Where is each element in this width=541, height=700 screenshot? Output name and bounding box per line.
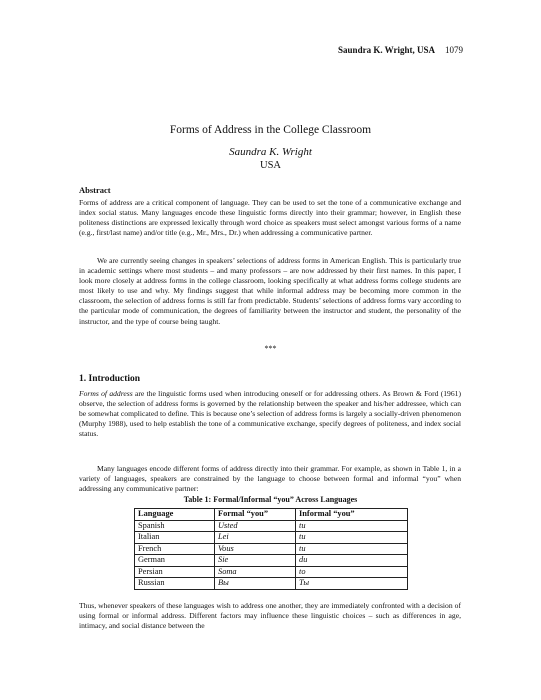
abstract-paragraph-1: Forms of address are a critical component of language. They can be used to set the tone of a communicative exchange and index social status. Many languages encode these linguistic forms directly into their grammar; however, in English these politeness distinctions are expressed lexically through word choice as speakers must select amongst various forms of a name (e.g., first/last name) and/or title (e.g., Mr., Mrs., Dr.) when addressing a communicative partner. xyxy=(79,198,461,238)
abstract-heading: Abstract xyxy=(79,185,111,195)
table-row xyxy=(135,578,408,590)
table-cell-language: French xyxy=(135,543,215,555)
table-cell-language: Spanish xyxy=(135,520,215,532)
table-cell-informal: Ты xyxy=(296,578,408,590)
table-cell-informal: du xyxy=(296,555,408,567)
table-header: Language xyxy=(135,509,215,521)
table-cell-informal: tu xyxy=(296,520,408,532)
table-cell-language: German xyxy=(135,555,215,567)
section-heading-introduction: 1. Introduction xyxy=(79,374,141,384)
table-row xyxy=(135,566,408,578)
author-affiliation: USA xyxy=(259,160,281,171)
intro-paragraph-1-text: are the linguistic forms used when introducing oneself or for addressing others. As Brown & Ford (1961) observe, the selection of address forms is governed by the relationship between the speaker and his/her addressee, which can be somewhat complicated to define. This is because one’s selection of address forms is largely a socially-driven phenomenon (Murphy 1988), used to help establish the tone of a communicative exchange, specify degrees of politeness, and index social status. xyxy=(79,389,461,439)
table-cell-informal: tu xyxy=(296,543,408,555)
table-cell-formal: Vous xyxy=(215,543,296,555)
abstract-paragraph-2: We are currently seeing changes in speakers’ selections of address forms in American English. This is particularly true in academic settings where most students – and many professors – are now addressed by their first names. In this paper, I look more closely at address forms in the college classroom, looking specifically at what address forms college students are most likely to use and why. My findings suggest that while informal address may be becoming more common in the classroom, the selection of address forms is still far from predictable. Students’ selections of address forms vary according to the particular mode of communication, the degrees of familiarity between the instructor and student, the personality of the instructor, and the type of course being taught. xyxy=(79,256,461,326)
table-cell-language: Italian xyxy=(135,532,215,544)
page-number: 1079 xyxy=(445,45,463,55)
table-formal-informal-you xyxy=(134,508,408,590)
table-row xyxy=(135,543,408,555)
running-head-author: Saundra K. Wright, USA xyxy=(338,45,435,55)
table-cell-formal: Lei xyxy=(215,532,296,544)
table-row xyxy=(135,532,408,544)
table-row xyxy=(135,555,408,567)
table-cell-formal: Soma xyxy=(215,566,296,578)
author-name: Saundra K. Wright xyxy=(229,146,312,158)
intro-paragraph-2: Many languages encode different forms of address directly into their grammar. For example, as shown in Table 1, in a variety of languages, speakers are constrained by the language to choose between formal and informal “you” when addressing any communicative partner: xyxy=(79,464,461,494)
table-row xyxy=(135,520,408,532)
running-head xyxy=(338,45,463,55)
table-header-row xyxy=(135,509,408,521)
table-cell-formal: Usted xyxy=(215,520,296,532)
table-cell-formal: Sie xyxy=(215,555,296,567)
table-header: Formal “you” xyxy=(215,509,296,521)
section-separator: *** xyxy=(264,344,277,353)
table-cell-informal: to xyxy=(296,566,408,578)
table-header: Informal “you” xyxy=(296,509,408,521)
term-forms-of-address: Forms of address xyxy=(79,389,133,398)
table-cell-informal: tu xyxy=(296,532,408,544)
table-cell-formal: Вы xyxy=(215,578,296,590)
paper-title: Forms of Address in the College Classroom xyxy=(169,124,372,136)
intro-paragraph-3: Thus, whenever speakers of these languages wish to address one another, they are immediately confronted with a decision of using formal or informal address. Different factors may influence these linguistic choices – such as differences in age, intimacy, and social distance between the xyxy=(79,601,461,631)
table-cell-language: Russian xyxy=(135,578,215,590)
table-cell-language: Persian xyxy=(135,566,215,578)
table-caption: Table 1: Formal/Informal “you” Across Languages xyxy=(183,495,358,504)
intro-paragraph-1 xyxy=(79,389,461,439)
